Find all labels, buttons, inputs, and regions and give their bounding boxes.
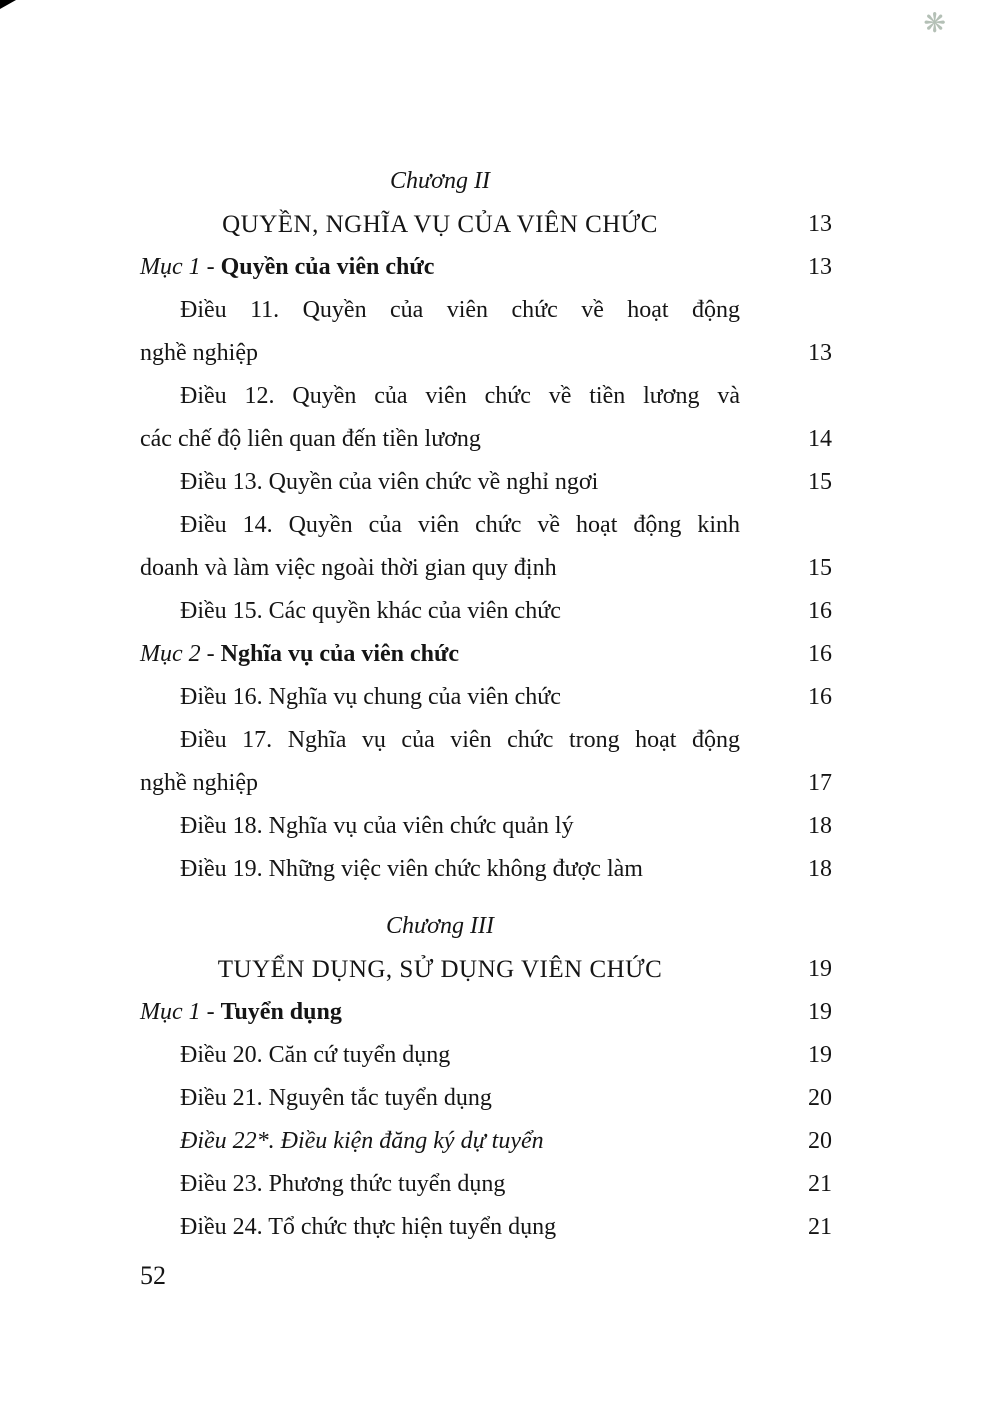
article-line-1: Điều 14. Quyền của viên chức về hoạt động kinh bbox=[180, 512, 740, 538]
article-line-2: nghề nghiệp bbox=[140, 770, 258, 796]
article-text: Điều 24. Tổ chức thực hiện tuyển dụng bbox=[180, 1214, 557, 1240]
article-row bbox=[140, 289, 832, 375]
section-row bbox=[140, 246, 832, 289]
section-prefix: Mục 1 - bbox=[140, 254, 221, 280]
flower-ornament-icon: ❋ bbox=[923, 8, 946, 39]
section-title: Nghĩa vụ của viên chức bbox=[220, 641, 460, 667]
page-number: 52 bbox=[140, 1261, 166, 1290]
chapter-label bbox=[140, 160, 832, 203]
page-ref: 19 bbox=[808, 999, 832, 1025]
page-ref: 17 bbox=[808, 770, 832, 796]
page-ref: 21 bbox=[808, 1171, 832, 1197]
article-row bbox=[140, 1120, 832, 1163]
page-ref: 13 bbox=[808, 340, 832, 366]
page-ref: 16 bbox=[808, 641, 832, 667]
page-ref: 15 bbox=[808, 469, 832, 495]
article-text: Điều 19. Những việc viên chức không được làm bbox=[180, 856, 643, 882]
article-row bbox=[140, 676, 832, 719]
section-prefix: Mục 1 - bbox=[140, 999, 221, 1025]
article-text: Điều 16. Nghĩa vụ chung của viên chức bbox=[180, 684, 561, 710]
article-row bbox=[140, 848, 832, 891]
article-line-2: doanh và làm việc ngoài thời gian quy định bbox=[140, 555, 557, 581]
article-text: Điều 22*. Điều kiện đăng ký dự tuyển bbox=[180, 1128, 544, 1154]
page-ref: 14 bbox=[808, 426, 832, 452]
page-ref: 20 bbox=[808, 1128, 832, 1154]
page-ref: 18 bbox=[808, 856, 832, 882]
section-row bbox=[140, 991, 832, 1034]
section-prefix: Mục 2 - bbox=[140, 641, 221, 667]
article-row bbox=[140, 1034, 832, 1077]
chapter-title-row bbox=[140, 948, 832, 991]
section-title: Tuyển dụng bbox=[220, 999, 342, 1025]
section-text bbox=[140, 246, 740, 289]
article-text: Điều 21. Nguyên tắc tuyển dụng bbox=[180, 1085, 492, 1111]
article-row bbox=[140, 590, 832, 633]
section-text bbox=[140, 633, 740, 676]
article-text: Điều 13. Quyền của viên chức về nghỉ ngơi bbox=[180, 469, 599, 495]
table-of-contents bbox=[140, 160, 832, 1249]
article-line-2: nghề nghiệp bbox=[140, 340, 258, 366]
article-text: Điều 23. Phương thức tuyển dụng bbox=[180, 1171, 506, 1197]
article-row bbox=[140, 1206, 832, 1249]
chapter-title: TUYỂN DỤNG, SỬ DỤNG VIÊN CHỨC bbox=[217, 956, 663, 983]
page-ref: 19 bbox=[808, 1042, 832, 1068]
section-text bbox=[140, 991, 740, 1034]
article-row bbox=[140, 1163, 832, 1206]
article-row bbox=[140, 461, 832, 504]
scan-corner-mark bbox=[0, 0, 16, 9]
page-ref: 18 bbox=[808, 813, 832, 839]
article-line-1: Điều 17. Nghĩa vụ của viên chức trong hoạt động bbox=[180, 727, 740, 753]
chapter-label-text: Chương III bbox=[386, 913, 494, 939]
article-row bbox=[140, 805, 832, 848]
article-line-2: các chế độ liên quan đến tiền lương bbox=[140, 426, 481, 452]
article-line-1: Điều 12. Quyền của viên chức về tiền lương và bbox=[180, 383, 740, 409]
article-row bbox=[140, 504, 832, 590]
article-text: Điều 15. Các quyền khác của viên chức bbox=[180, 598, 561, 624]
article-line-1: Điều 11. Quyền của viên chức về hoạt động bbox=[180, 297, 740, 323]
section-row bbox=[140, 633, 832, 676]
page-ref: 15 bbox=[808, 555, 832, 581]
section-title: Quyền của viên chức bbox=[220, 254, 435, 280]
article-row bbox=[140, 375, 832, 461]
page-ref: 20 bbox=[808, 1085, 832, 1111]
article-row bbox=[140, 719, 832, 805]
chapter-title: QUYỀN, NGHĨA VỤ CỦA VIÊN CHỨC bbox=[222, 211, 658, 238]
article-text: Điều 18. Nghĩa vụ của viên chức quản lý bbox=[180, 813, 574, 839]
page-ref: 16 bbox=[808, 684, 832, 710]
chapter-label-text: Chương II bbox=[390, 168, 490, 194]
page-ref: 16 bbox=[808, 598, 832, 624]
article-text: Điều 20. Căn cứ tuyển dụng bbox=[180, 1042, 451, 1068]
chapter-label bbox=[140, 905, 832, 948]
page-ref: 21 bbox=[808, 1214, 832, 1240]
chapter-title-row bbox=[140, 203, 832, 246]
article-row bbox=[140, 1077, 832, 1120]
page-ref: 13 bbox=[808, 254, 832, 280]
page-ref: 13 bbox=[808, 211, 832, 237]
page-ref: 19 bbox=[808, 956, 832, 982]
